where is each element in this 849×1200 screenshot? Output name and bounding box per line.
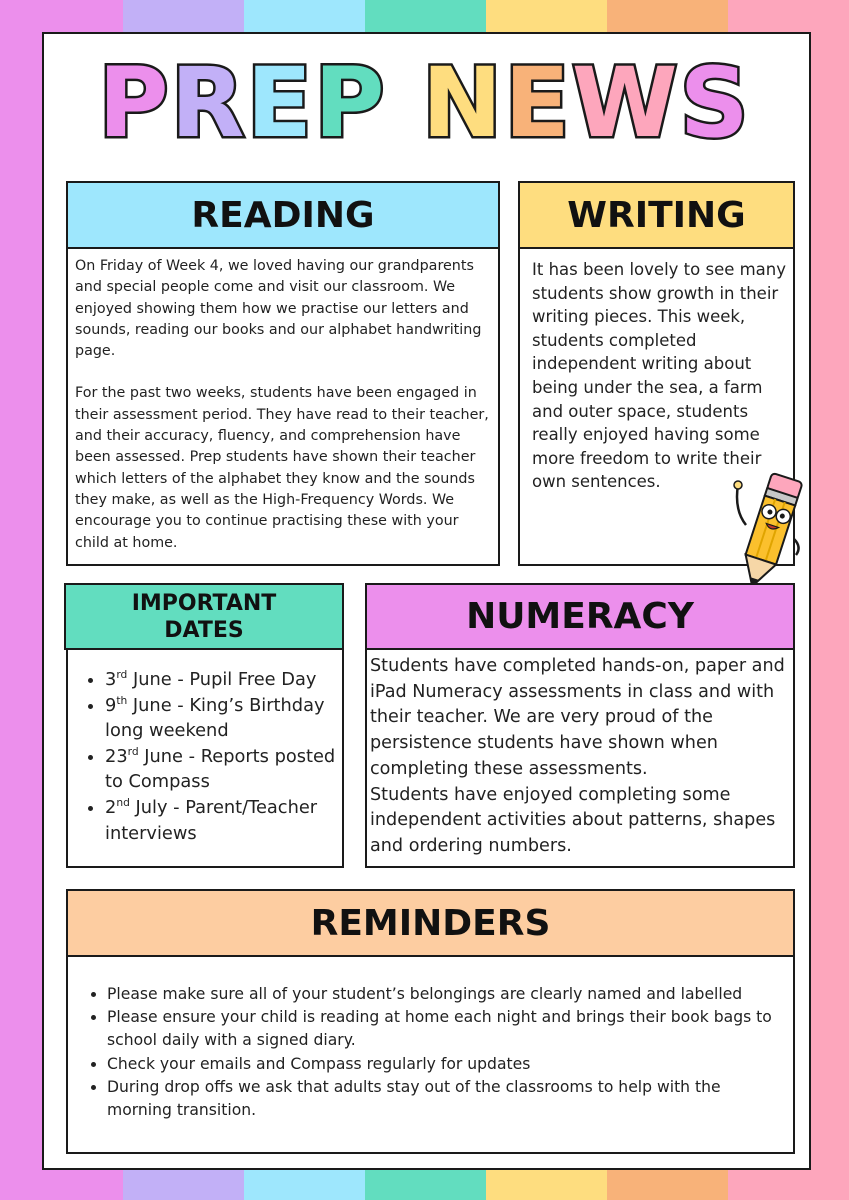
reminder-item: • During drop offs we ask that adults stay out of the classrooms to help with the morning transition. [107,1076,785,1122]
dates-list [83,667,338,846]
reminders-heading: REMINDERS [66,889,795,957]
date-item: • 23rd June - Reports posted to Compass [105,744,338,795]
dates-heading-line-2: DATES [164,617,244,643]
page-title: PREP NEWS [98,47,751,159]
reminder-item: • Please ensure your child is reading at home each night and brings their book bags to school daily with a signed diary. [107,1006,785,1052]
top-stripe-purple [123,0,244,32]
dates-list-wrap [83,667,338,846]
dates-heading [64,583,344,650]
writing-body: It has been lovely to see many students show growth in their writing pieces. This week, students completed independent writing about being under the sea, a farm and outer space, students really enjoyed having some more freedom to write their own sentences. [532,260,787,492]
date-item: • 2nd July - Parent/Teacher interviews [105,795,338,846]
writing-heading: WRITING [518,181,795,249]
dates-heading-line-1: IMPORTANT [131,590,277,616]
bottom-stripe-orange [607,1170,728,1200]
reminders-list-wrap [85,983,785,1122]
date-item: • 9th June - King’s Birthday long weekend [105,693,338,744]
bottom-stripe-green [365,1170,486,1200]
numeracy-body [370,654,792,860]
reading-paragraph-2: For the past two weeks, students have been engaged in their assessment period. They have read to their teacher, and their accuracy, fluency, and comprehension have been assessed. Prep students have shown their teacher which letters of the alphabet they know and the sounds they make, as well as the High-Frequency Words. We encourage you to continue practising these with your child at home. [75,385,489,551]
bottom-stripe-yellow [486,1170,607,1200]
reading-body [75,256,495,554]
reminder-item: • Please make sure all of your student’s belongings are clearly named and labelled [107,983,785,1006]
top-stripe-blue [244,0,365,32]
date-item: • 3rd June - Pupil Free Day [105,667,338,693]
reminder-item: • Check your emails and Compass regularly for updates [107,1053,785,1076]
reading-paragraph-1: On Friday of Week 4, we loved having our grandparents and special people come and visit our classroom. We enjoyed showing them how we practise our letters and sounds, reading our books and our alphabet handwriting page. [75,258,482,360]
bottom-stripe-purple [123,1170,244,1200]
numeracy-heading: NUMERACY [365,583,795,650]
reading-heading: READING [66,181,500,249]
reminders-list [85,983,785,1122]
top-stripe-green [365,0,486,32]
numeracy-paragraph-1: Students have completed hands-on, paper and iPad Numeracy assessments in class and with their teacher. We are very proud of the persistence students have shown when completing these assessments. [370,656,785,779]
top-stripe-yellow [486,0,607,32]
numeracy-paragraph-2: Students have enjoyed completing some independent activities about patterns, shapes and ordering numbers. [370,784,776,856]
bottom-stripe-blue [244,1170,365,1200]
top-stripe-orange [607,0,728,32]
